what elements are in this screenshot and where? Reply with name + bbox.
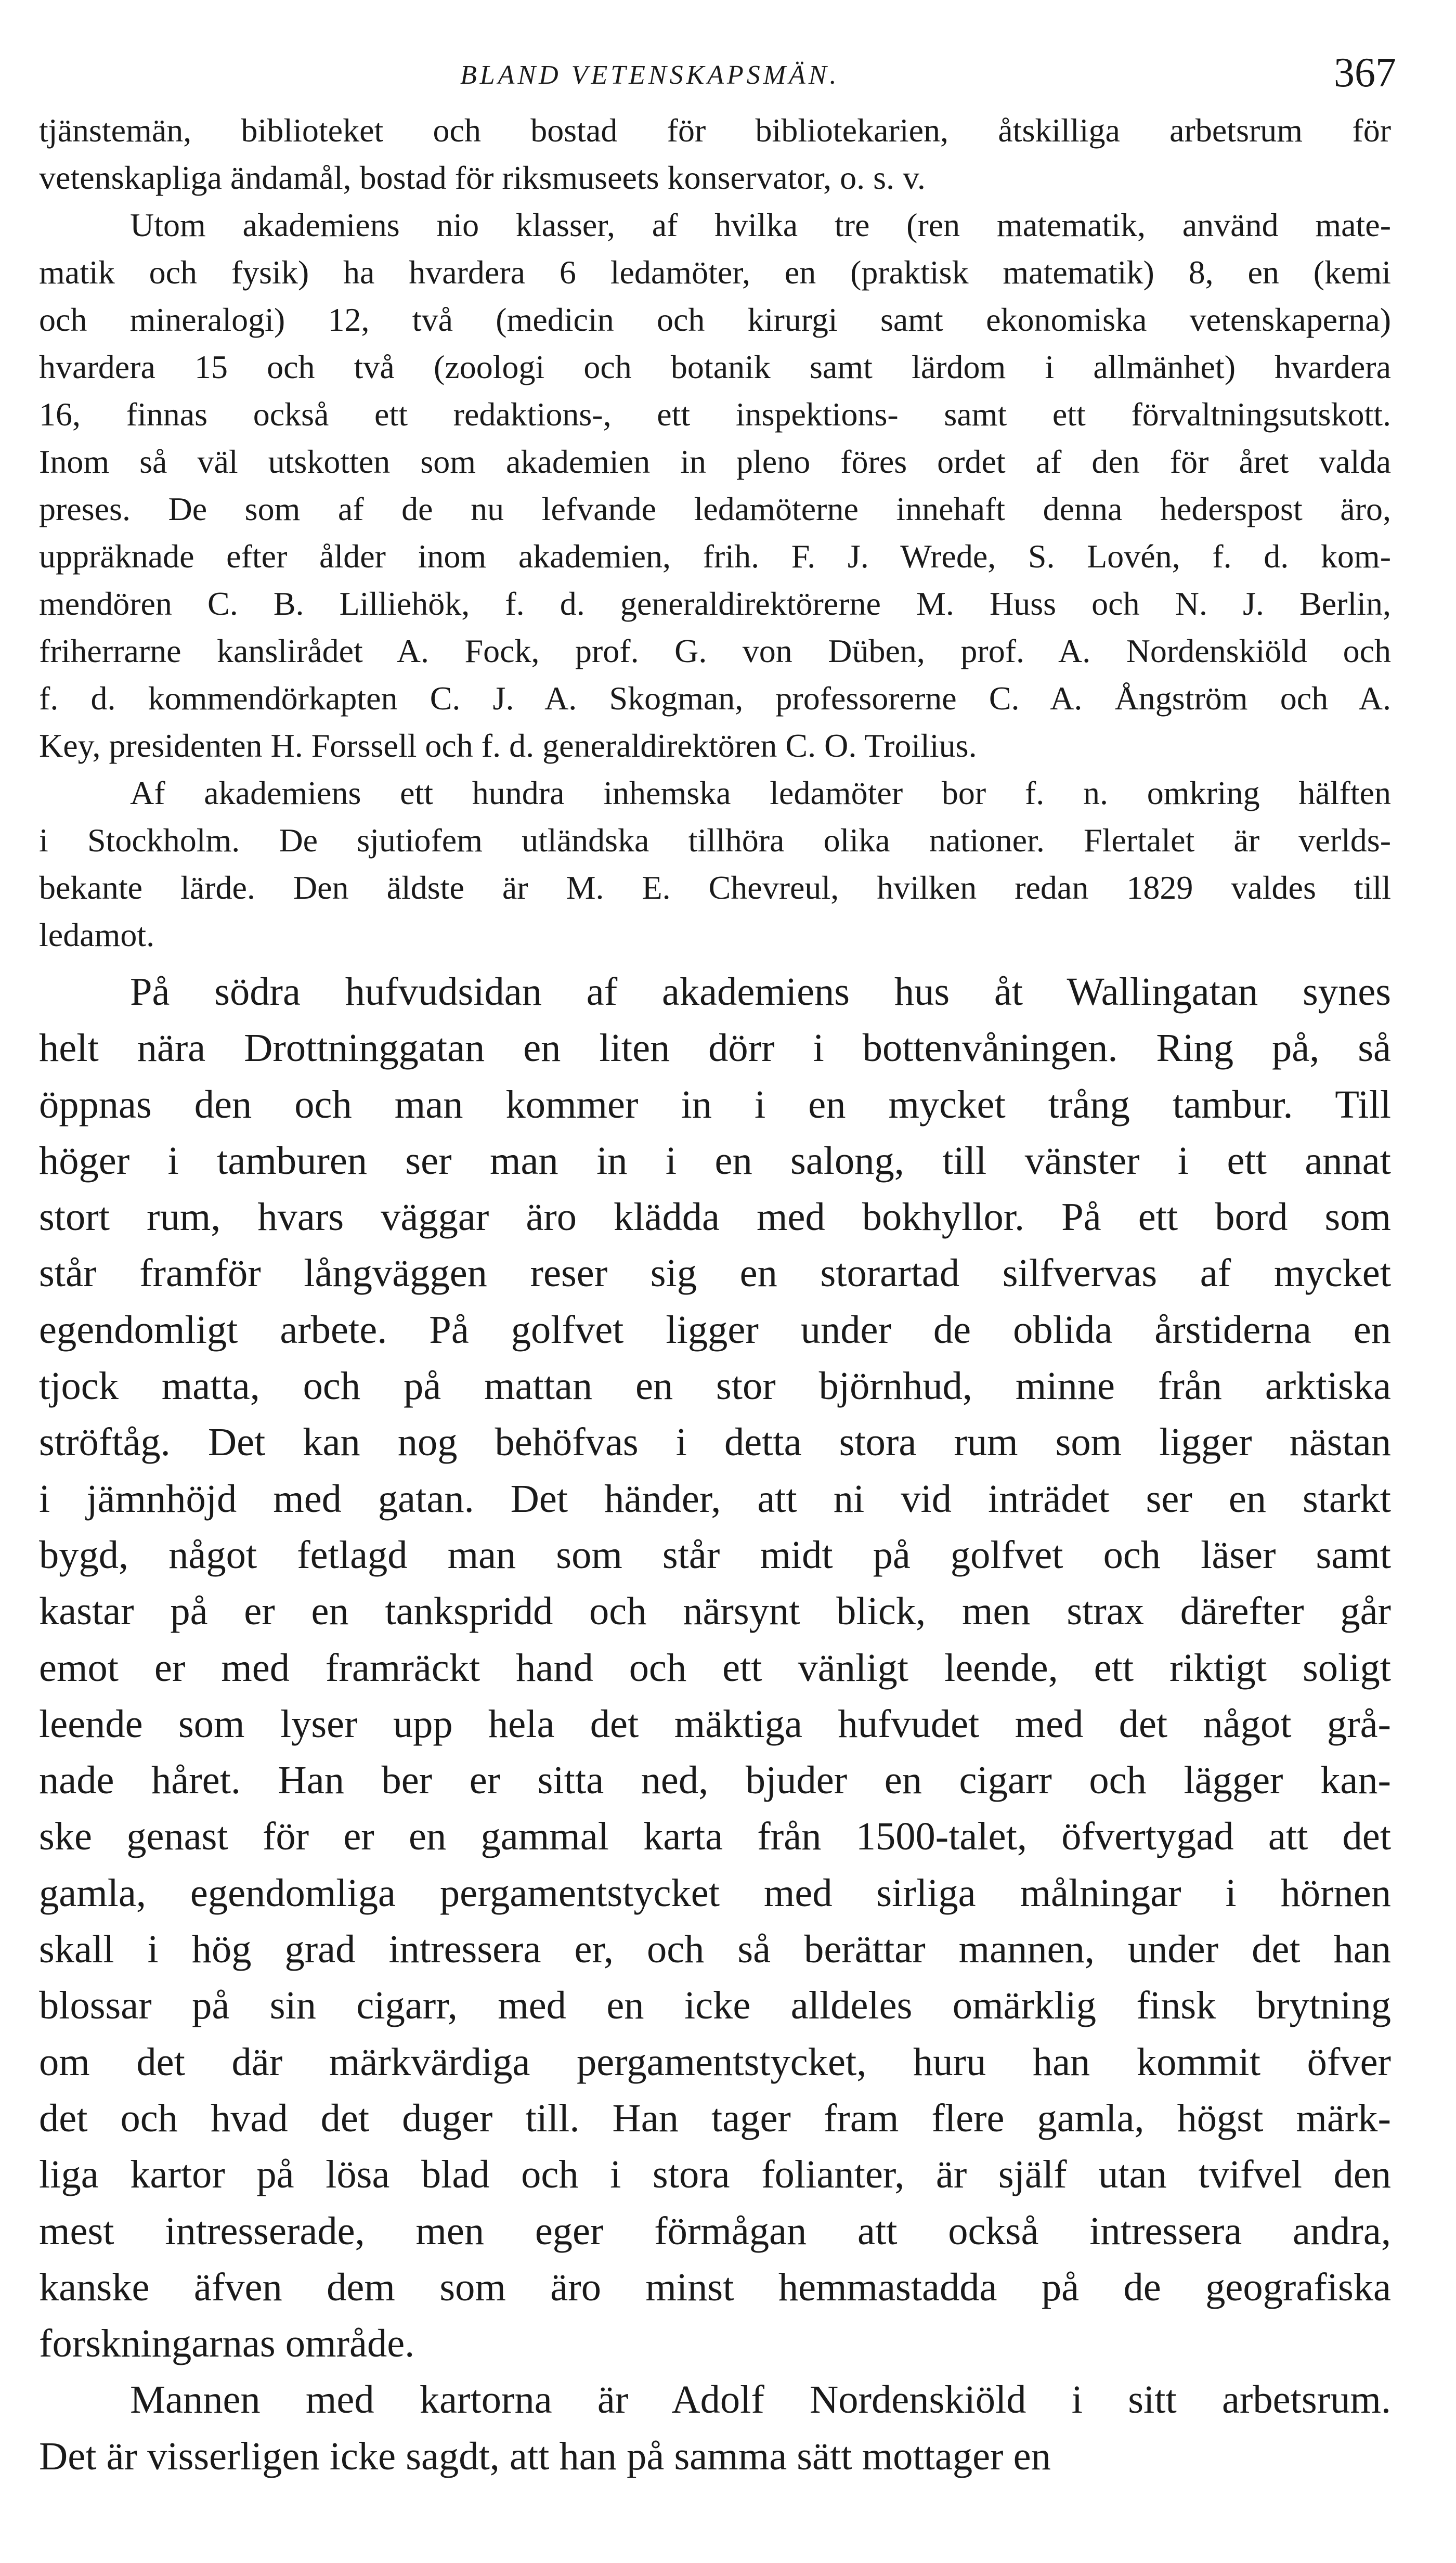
text-line: vetenskapliga ändamål, bostad för riksmuseets konservator, o. s. v. [39,159,926,196]
text-line: preses. De som af de nu lefvande ledamöterne innehaft denna hederspost äro, [39,490,1391,527]
text-line: ledamot. [39,916,155,953]
text-line: det och hvad det duger till. Han tager fram flere gamla, högst märk- [39,2095,1391,2140]
text-line: stort rum, hvars väggar äro klädda med bokhyllor. På ett bord som [39,1195,1391,1239]
text-line: tjock matta, och på mattan en stor björnhud, minne från arktiska [39,1364,1391,1408]
text-line: mest intresserade, men eger förmågan att också intressera andra, [39,2208,1391,2253]
text-line: leende som lyser upp hela det mäktiga hufvudet med det något grå- [39,1701,1391,1746]
text-line: kanske äfven dem som äro minst hemmastadda på de geografiska [39,2264,1391,2309]
text-line: Det är visserligen icke sagdt, att han på samma sätt mottager en [39,2433,1051,2478]
text-line: ske genast för er en gammal karta från 1500-talet, öfvertygad att det [39,1814,1391,1859]
text-line: Key, presidenten H. Forssell och f. d. generaldirektören C. O. Troilius. [39,727,977,764]
text-line: hvardera 15 och två (zoologi och botanik samt lärdom i allmänhet) hvardera [39,348,1391,385]
text-line: På södra hufvudsidan af akademiens hus åt Wallingatan synes [130,969,1391,1014]
paragraph [39,107,1391,201]
main-text-section [39,964,1391,2484]
text-line: bekante lärde. Den äldste är M. E. Chevreul, hvilken redan 1829 valdes till [39,869,1391,906]
text-line: Mannen med kartorna är Adolf Nordenskiöld i sitt arbetsrum. [130,2377,1391,2422]
text-line: nade håret. Han ber er sitta ned, bjuder en cigarr och lägger kan- [39,1758,1391,1803]
text-line: egendomligt arbete. På golfvet ligger under de oblida årstiderna en [39,1307,1391,1352]
text-line: står framför långväggen reser sig en storartad silfvervas af mycket [39,1251,1391,1296]
text-line: emot er med framräckt hand och ett vänligt leende, ett riktigt soligt [39,1645,1391,1690]
text-line: i Stockholm. De sjutiofem utländska tillhöra olika nationer. Flertalet är verlds- [39,822,1391,859]
text-line: bygd, något fetlagd man som står midt på golfvet och läser samt [39,1532,1391,1577]
text-line: mendören C. B. Lilliehök, f. d. generaldirektörerne M. Huss och N. J. Berlin, [39,585,1391,622]
text-line: ströftåg. Det kan nog behöfvas i detta stora rum som ligger nästan [39,1420,1391,1465]
text-line: skall i hög grad intressera er, och så berättar mannen, under det han [39,1927,1391,1972]
paragraph [39,769,1391,959]
text-line: uppräknade efter ålder inom akademien, frih. F. J. Wrede, S. Lovén, f. d. kom- [39,538,1391,575]
text-line: tjänstemän, biblioteket och bostad för bibliotekarien, åtskilliga arbetsrum för [39,112,1391,149]
page-number: 367 [1334,50,1396,96]
text-line: Inom så väl utskotten som akademien in pleno föres ordet af den för året valda [39,443,1391,480]
paragraph [39,964,1391,2372]
text-line: gamla, egendomliga pergamentstycket med sirliga målningar i hörnen [39,1870,1391,1915]
text-line: i jämnhöjd med gatan. Det händer, att ni vid inträdet ser en starkt [39,1476,1391,1521]
text-line: matik och fysik) ha hvardera 6 ledamöter, en (praktisk matematik) 8, en (kemi [39,254,1391,291]
text-line: Af akademiens ett hundra inhemska ledamöter bor f. n. omkring hälften [130,774,1391,811]
paragraph [39,201,1391,769]
text-line: f. d. kommendörkapten C. J. A. Skogman, professorerne C. A. Ångström och A. [39,680,1391,717]
running-head [39,49,1396,107]
text-line: och mineralogi) 12, två (medicin och kirurgi samt ekonomiska vetenskaperna) [39,301,1391,338]
text-line: forskningarnas område. [39,2321,415,2366]
text-line: friherrarne kanslirådet A. Fock, prof. G. von Düben, prof. A. Nordenskiöld och [39,632,1391,669]
text-line: Utom akademiens nio klasser, af hvilka tre (ren matematik, använd mate- [130,206,1391,243]
text-line: höger i tamburen ser man in i en salong, till vänster i ett annat [39,1138,1391,1183]
text-line: öppnas den och man kommer in i en mycket trång tambur. Till [39,1082,1391,1127]
book-page [39,49,1396,2484]
text-line: blossar på sin cigarr, med en icke alldeles omärklig finsk brytning [39,1983,1391,2028]
paragraph [39,2372,1391,2484]
running-title: BLAND VETENSKAPSMÄN. [460,60,840,90]
text-line: helt nära Drottninggatan en liten dörr i bottenvåningen. Ring på, så [39,1026,1391,1070]
text-line: 16, finnas också ett redaktions-, ett inspektions- samt ett förvaltningsutskott. [39,396,1391,433]
text-line: kastar på er en tankspridd och närsynt blick, men strax därefter går [39,1589,1391,1634]
text-line: liga kartor på lösa blad och i stora folianter, är själf utan tvifvel den [39,2152,1391,2197]
small-print-section [39,107,1391,959]
text-line: om det där märkvärdiga pergamentstycket, huru han kommit öfver [39,2039,1391,2084]
